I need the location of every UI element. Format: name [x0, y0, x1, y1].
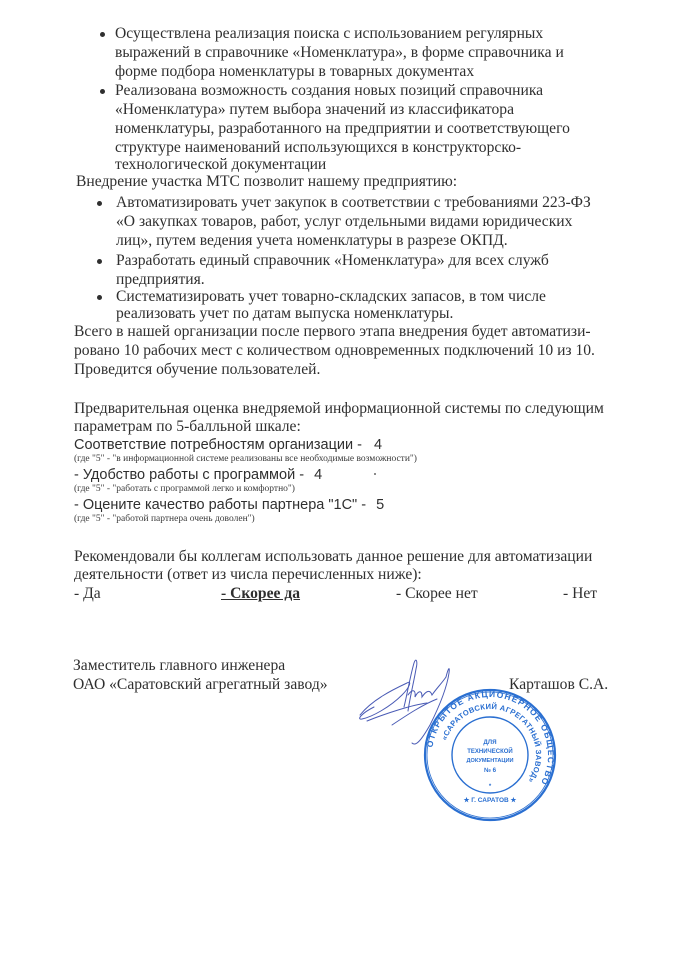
- list-item-line: реализовать учет по датам выпуска номенклатуры.: [116, 305, 454, 322]
- list-item-line: «Номенклатура» путем выбора значений из классификатора: [115, 101, 515, 118]
- criterion-score: 5: [376, 497, 385, 513]
- criterion-label: - Удобство работы с программой -: [74, 467, 305, 483]
- list-item-line: Реализована возможность создания новых позиций справочника: [115, 82, 544, 99]
- list-item-line: выражений в справочнике «Номенклатура», в форме справочника и: [115, 44, 564, 61]
- list-item-line: Автоматизировать учет закупок в соответствии с требованиями 223-ФЗ: [116, 194, 591, 211]
- signer-name: Карташов С.А.: [509, 676, 609, 693]
- option-rather-no: - Скорее нет: [396, 585, 478, 602]
- recommendation-question-line: Рекомендовали бы коллегам использовать данное решение для автоматизации: [74, 548, 593, 565]
- criterion-score: 4: [374, 437, 383, 453]
- summary-line: ровано 10 рабочих мест с количеством одновременных подключений 10 из 10.: [74, 342, 595, 359]
- evaluation-intro-line: Предварительная оценка внедряемой информационной системы по следующим: [74, 400, 604, 417]
- bullet-icon: [100, 32, 105, 37]
- list-item-line: лиц», путем ведения учета номенклатуры в разрезе ОКПД.: [116, 232, 508, 249]
- bullet-icon: [100, 89, 105, 94]
- signer-organization: ОАО «Саратовский агрегатный завод»: [73, 676, 328, 693]
- evaluation-intro-line: параметрам по 5-балльной шкале:: [74, 418, 301, 435]
- list-item-line: технологической документации: [115, 156, 327, 173]
- svg-text:«САРАТОВСКИЙ АГРЕГАТНЫЙ ЗАВОД»: «САРАТОВСКИЙ АГРЕГАТНЫЙ ЗАВОД»: [439, 701, 544, 785]
- list-item-line: структуре наименований использующихся в конструкторско-: [115, 139, 522, 156]
- criterion-score: 4: [314, 467, 323, 483]
- option-rather-yes-selected: - Скорее да: [221, 585, 301, 602]
- svg-text:ТЕХНИЧЕСКОЙ: ТЕХНИЧЕСКОЙ: [467, 749, 513, 755]
- bullet-icon: [97, 259, 102, 264]
- criterion-row: [74, 466, 322, 484]
- summary-line: Всего в нашей организации после первого этапа внедрения будет автоматизи-: [74, 323, 591, 340]
- signer-position: Заместитель главного инженера: [73, 657, 286, 674]
- bullet-icon: [97, 295, 102, 300]
- criterion-row: [74, 496, 384, 514]
- list-item-line: «О закупках товаров, работ, услуг отдельными видами юридических: [116, 213, 573, 230]
- list-item-line: форме подбора номенклатуры в товарных документах: [115, 63, 475, 80]
- svg-text:★ Г. САРАТОВ ★: ★ Г. САРАТОВ ★: [463, 797, 517, 804]
- bullet-icon: [97, 201, 102, 206]
- criterion-label: Соответствие потребностям организации -: [74, 437, 362, 453]
- svg-text:*: *: [488, 784, 492, 790]
- criterion-row: [74, 436, 382, 454]
- list-item-line: Систематизировать учет товарно-складских запасов, в том числе: [116, 288, 546, 305]
- list-item-line: Разработать единый справочник «Номенклатура» для всех служб: [116, 252, 549, 269]
- list-item-line: номенклатуры, разработанного на предприятии и соответствующего: [115, 120, 570, 137]
- svg-text:ДОКУМЕНТАЦИИ: ДОКУМЕНТАЦИИ: [466, 758, 514, 764]
- list-item-line: предприятия.: [116, 271, 205, 288]
- scan-speck: [374, 473, 376, 475]
- list-item-line: Осуществлена реализация поиска с использованием регулярных: [115, 25, 544, 42]
- criterion-note: (где "5" - "в информационной системе реализованы все необходимые возможности"): [74, 454, 417, 464]
- criterion-label: - Оцените качество работы партнера "1С" -: [74, 497, 367, 513]
- handwritten-signature: [352, 655, 462, 750]
- section-intro: Внедрение участка МТС позволит нашему предприятию:: [76, 173, 458, 190]
- summary-line: Проведится обучение пользователей.: [74, 361, 321, 378]
- svg-text:ДЛЯ: ДЛЯ: [483, 739, 497, 746]
- criterion-note: (где "5" - "работой партнера очень доволен"): [74, 514, 255, 524]
- criterion-note: (где "5" - "работать с программой легко и комфортно"): [74, 484, 295, 494]
- recommendation-question-line: деятельности (ответ из числа перечисленных ниже):: [74, 566, 422, 583]
- svg-text:№ 6: № 6: [483, 767, 497, 774]
- svg-text:ОТКРЫТОЕ АКЦИОНЕРНОЕ ОБЩЕСТВО: ОТКРЫТОЕ АКЦИОНЕРНОЕ ОБЩЕСТВО: [424, 688, 557, 788]
- option-no: - Нет: [563, 585, 598, 602]
- option-yes: - Да: [74, 585, 101, 602]
